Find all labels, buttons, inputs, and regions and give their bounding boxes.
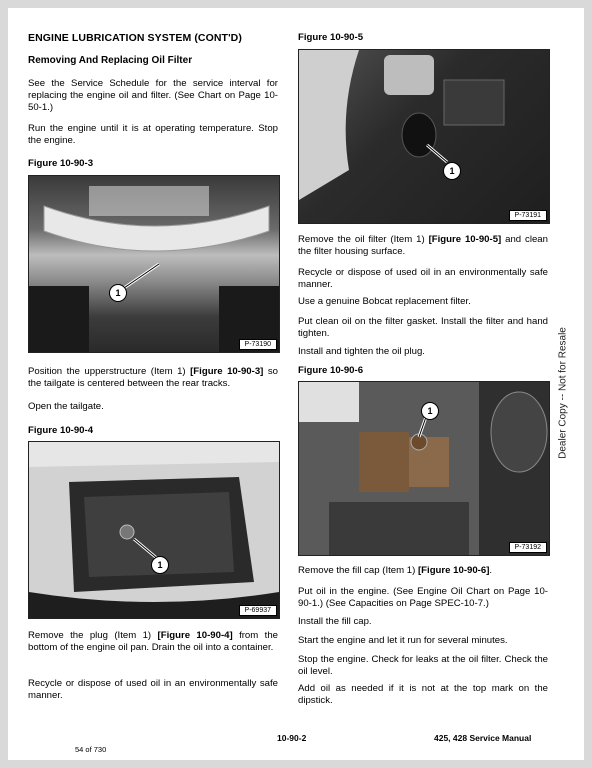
- section-subtitle: Removing And Replacing Oil Filter: [28, 55, 193, 66]
- figure-code: P-73190: [239, 339, 277, 350]
- paragraph-run-engine: Run the engine until it is at operating temperature. Stop the engine.: [28, 123, 278, 146]
- paragraph-install-fill-cap: Install the fill cap.: [298, 616, 372, 627]
- callout-item-1: 1: [109, 284, 127, 302]
- paragraph-remove-fill-cap: Remove the fill cap (Item 1) [Figure 10-90-6].: [298, 565, 493, 576]
- paragraph-install-filter: Put clean oil on the filter gasket. Install the filter and hand tighten.: [298, 316, 548, 339]
- tailgate-illustration: [29, 176, 279, 352]
- paragraph-service-schedule: See the Service Schedule for the service interval for replacing the engine oil and filter. (See Chart on Page 10-50-1.): [28, 78, 278, 113]
- figure-label-10-90-4: Figure 10-90-4: [28, 425, 94, 436]
- section-title: ENGINE LUBRICATION SYSTEM (CONT'D): [28, 32, 242, 44]
- oil-pan-illustration: [29, 442, 279, 618]
- callout-item-1: 1: [151, 556, 169, 574]
- paragraph-check-leaks: Stop the engine. Check for leaks at the oil filter. Check the oil level.: [298, 654, 548, 677]
- figure-photo-oil-filter: [298, 49, 550, 224]
- callout-item-1: 1: [421, 402, 439, 420]
- manual-page: [8, 8, 584, 760]
- figure-label-10-90-3: Figure 10-90-3: [28, 158, 94, 169]
- figure-label-10-90-5: Figure 10-90-5: [298, 32, 364, 43]
- paragraph-recycle-oil: Recycle or dispose of used oil in an environmentally safe manner.: [298, 267, 548, 290]
- manual-title: 425, 428 Service Manual: [434, 733, 532, 743]
- paragraph-genuine-filter: Use a genuine Bobcat replacement filter.: [298, 296, 471, 307]
- callout-item-1: 1: [443, 162, 461, 180]
- page-number: 10-90-2: [277, 733, 307, 743]
- figure-code: P-73191: [509, 210, 547, 221]
- figure-code: P-73192: [509, 542, 547, 553]
- paragraph-position-upperstructure: Position the upperstructure (Item 1) [Figure 10-90-3] so the tailgate is centered between the rear tracks.: [28, 366, 278, 389]
- paragraph-install-plug: Install and tighten the oil plug.: [298, 346, 425, 357]
- paragraph-add-oil: Add oil as needed if it is not at the top mark on the dipstick.: [298, 683, 548, 706]
- engine-filter-illustration: [299, 50, 549, 223]
- paragraph-put-oil: Put oil in the engine. (See Engine Oil Chart on Page 10-90-1.) (See Capacities on Page SPEC-10-7.): [298, 586, 548, 609]
- paragraph-start-engine: Start the engine and let it run for several minutes.: [298, 635, 508, 646]
- dealer-copy-watermark: [551, 308, 575, 478]
- paragraph-remove-plug: Remove the plug (Item 1) [Figure 10-90-4] from the bottom of the engine oil pan. Drain the oil into a container.: [28, 630, 278, 653]
- paragraph-open-tailgate: Open the tailgate.: [28, 401, 104, 412]
- figure-code: P-69937: [239, 605, 277, 616]
- page-counter: 54 of 730: [75, 745, 107, 754]
- watermark-text: Dealer Copy -- Not for Resale: [557, 327, 569, 459]
- figure-photo-oil-pan: [28, 441, 280, 619]
- figure-photo-fill-cap: [298, 381, 550, 556]
- paragraph-remove-oil-filter: Remove the oil filter (Item 1) [Figure 10-90-5] and clean the filter housing surface.: [298, 234, 548, 257]
- paragraph-recycle-oil: Recycle or dispose of used oil in an environmentally safe manner.: [28, 678, 278, 701]
- figure-label-10-90-6: Figure 10-90-6: [298, 365, 364, 376]
- figure-photo-upperstructure: [28, 175, 280, 353]
